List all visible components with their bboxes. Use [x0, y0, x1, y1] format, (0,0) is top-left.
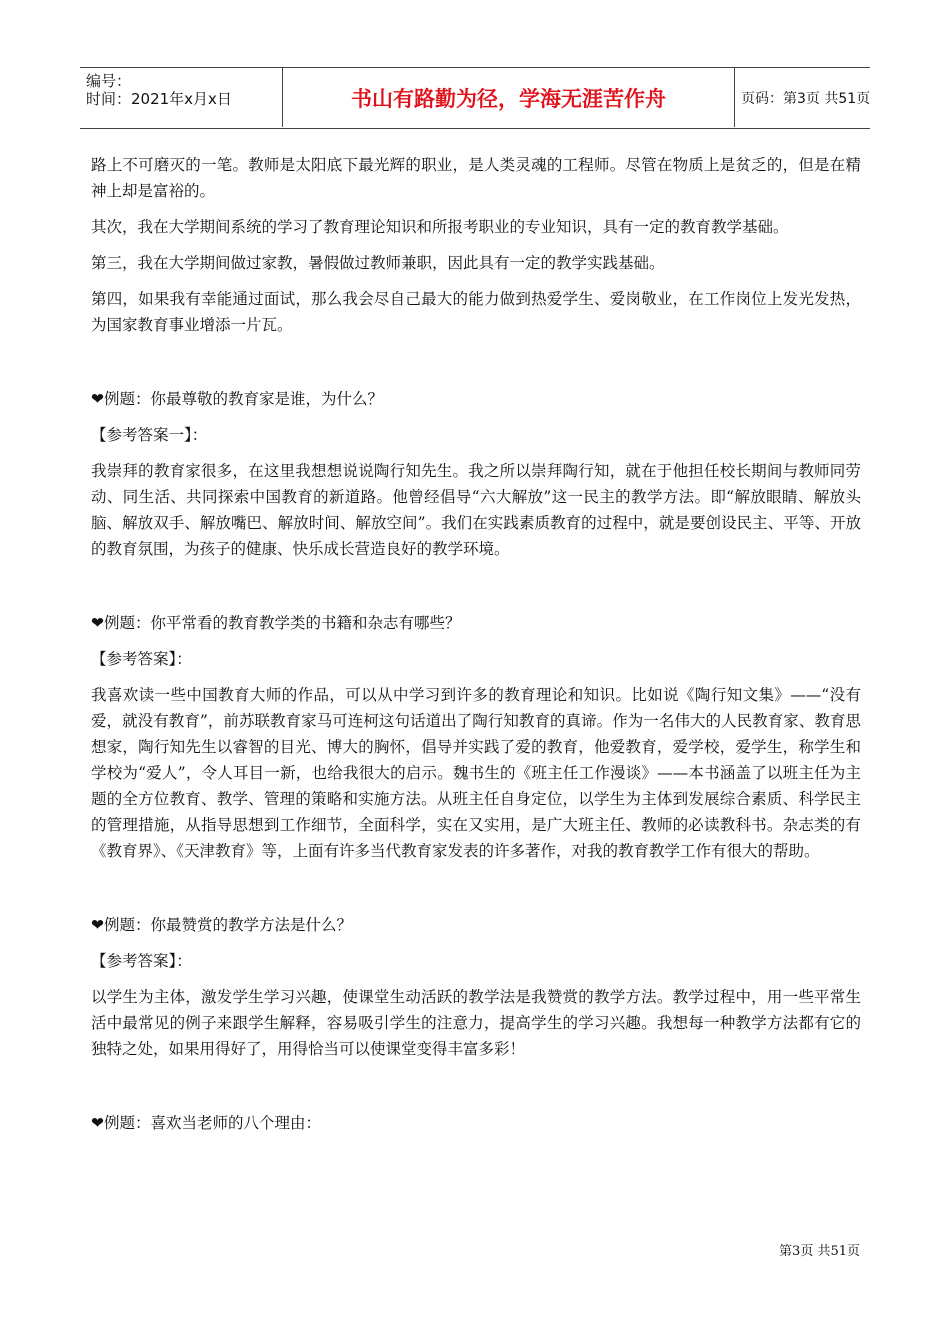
- header-left-cell: [80, 68, 282, 127]
- page-footer-number: 第3页 共51页: [779, 1244, 860, 1259]
- paragraph: 第三，我在大学期间做过家教，暑假做过教师兼职，因此具有一定的教学实践基础。: [91, 254, 665, 272]
- paragraph: 其次，我在大学期间系统的学习了教育理论知识和所报考职业的专业知识，具有一定的教育教学基础。: [91, 218, 789, 236]
- page-code: 页码：第3页 共51页: [741, 90, 871, 107]
- question-heading: ❤例题：你平常看的教育教学类的书籍和杂志有哪些？: [91, 614, 461, 632]
- question-heading: ❤例题：你最尊敬的教育家是谁，为什么？: [91, 390, 383, 408]
- paragraph: 我喜欢读一些中国教育大师的作品，可以从中学习到许多的教育理论和知识。比如说《陶行知文集》——“没有爱，就没有教育”，前苏联教育家马可连柯这句话道出了陶行知教育的真谛。作为一名伟大的人民教育家、教育思想家，陶行知先生以睿智的目光、博大的胸怀，倡导并实践了爱的教育，他爱教育，爱学校，爱学生，称学生和学校为“爱人”，令人耳目一新，也给我很大的启示。魏书生的《班主任工作漫谈》——本书涵盖了以班主任为主题的全方位教育、教学、管理的策略和实施方法。从班主任自身定位，以学生为主体到发展综合素质、科学民主的管理措施，从指导思想到工作细节，全面科学，实在又实用，是广大班主任、教师的必读教科书。杂志类的有《教育界》、《天津教育》等，上面有许多当代教育家发表的许多著作，对我的教育教学工作有很大的帮助。: [91, 686, 861, 860]
- paragraph: 路上不可磨灭的一笔。教师是太阳底下最光辉的职业，是人类灵魂的工程师。尽管在物质上是贫乏的，但是在精神上却是富裕的。: [91, 156, 861, 200]
- header-right-cell: [735, 68, 870, 127]
- paragraph: 第四，如果我有幸能通过面试，那么我会尽自己最大的能力做到热爱学生、爱岗敬业，在工作岗位上发光发热，为国家教育事业增添一片瓦。: [91, 290, 861, 334]
- header-motto-cell: [282, 68, 735, 127]
- answer-heading: 【参考答案】：: [91, 650, 192, 668]
- code-label: 编号：: [86, 72, 132, 90]
- question-heading: ❤例题：喜欢当老师的八个理由：: [91, 1114, 321, 1132]
- question-heading: ❤例题：你最赞赏的教学方法是什么？: [91, 916, 352, 934]
- answer-heading: 【参考答案】：: [91, 952, 192, 970]
- page-header: [80, 67, 870, 129]
- motto-text: 书山有路勤为径，学海无涯苦作舟: [351, 86, 666, 111]
- paragraph: 以学生为主体，激发学生学习兴趣，使课堂生动活跃的教学法是我赞赏的教学方法。教学过程中，用一些平常生活中最常见的例子来跟学生解释，容易吸引学生的注意力，提高学生的学习兴趣。我想每一种教学方法都有它的独特之处，如果用得好了，用得恰当可以使课堂变得丰富多彩！: [91, 988, 861, 1058]
- date-label: 时间：2021年x月x日: [86, 90, 232, 108]
- paragraph: 我崇拜的教育家很多，在这里我想想说说陶行知先生。我之所以崇拜陶行知，就在于他担任校长期间与教师同劳动、同生活、共同探索中国教育的新道路。他曾经倡导“六大解放”这一民主的教学方法。即“解放眼睛、解放头脑、解放双手、解放嘴巴、解放时间、解放空间”。我们在实践素质教育的过程中，就是要创设民主、平等、开放的教育氛围，为孩子的健康、快乐成长营造良好的教学环境。: [91, 462, 861, 558]
- answer-heading: 【参考答案一】：: [91, 426, 208, 444]
- document-body: [91, 152, 861, 1136]
